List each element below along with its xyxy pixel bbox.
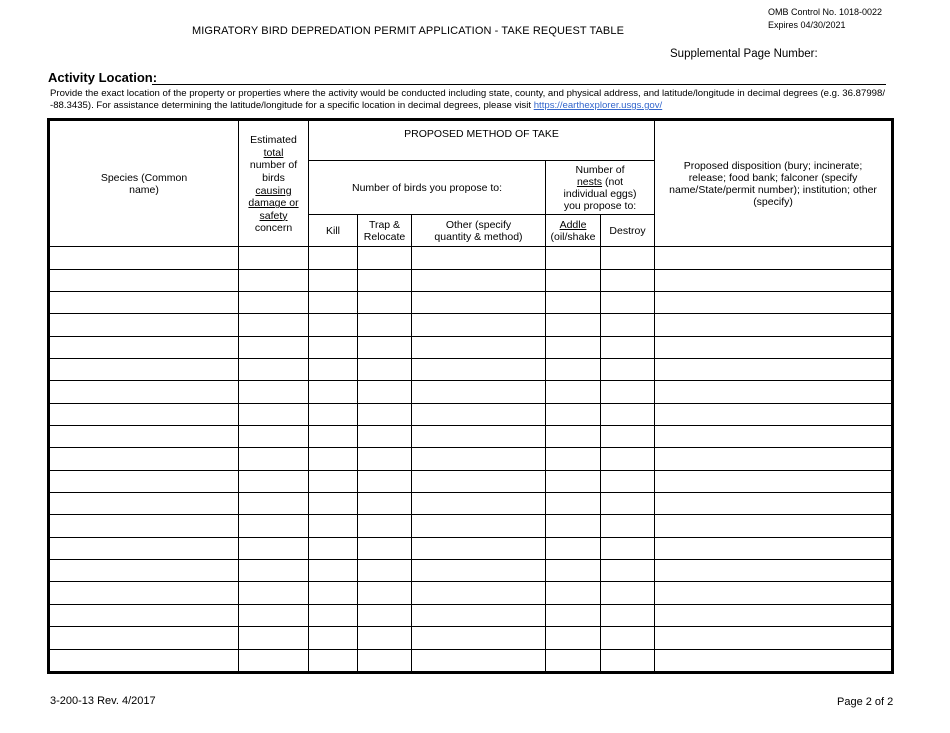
disposition-cell[interactable] [655,515,893,537]
disposition-cell[interactable] [655,336,893,358]
table-row [49,292,893,314]
destroy-cell[interactable] [601,537,655,559]
species-cell[interactable] [49,381,239,403]
estimated-cell[interactable] [239,314,309,336]
disposition-cell[interactable] [655,292,893,314]
addle-cell[interactable] [546,537,601,559]
species-cell[interactable] [49,627,239,649]
other-method-cell[interactable] [412,582,546,604]
kill-cell[interactable] [309,493,358,515]
table-row [49,403,893,425]
trap-relocate-cell[interactable] [358,247,412,269]
other-method-cell[interactable] [412,403,546,425]
species-cell[interactable] [49,493,239,515]
other-method-cell[interactable] [412,470,546,492]
other-method-cell[interactable] [412,314,546,336]
estimated-cell[interactable] [239,292,309,314]
addle-cell[interactable] [546,582,601,604]
addle-cell[interactable] [546,470,601,492]
table-row [49,470,893,492]
disposition-cell[interactable] [655,314,893,336]
destroy-cell[interactable] [601,604,655,626]
proposed-disposition-header: Proposed disposition (bury; incinerate; release; food bank; falconer (specify name/State/permit number); institution; other (specify) [655,120,893,247]
species-cell[interactable] [49,314,239,336]
activity-location-input-line[interactable] [152,84,886,85]
trap-relocate-cell[interactable] [358,537,412,559]
species-cell[interactable] [49,292,239,314]
destroy-cell[interactable] [601,336,655,358]
kill-cell[interactable] [309,604,358,626]
disposition-cell[interactable] [655,493,893,515]
addle-cell[interactable] [546,381,601,403]
destroy-cell[interactable] [601,269,655,291]
other-method-cell[interactable] [412,493,546,515]
table-row [49,582,893,604]
kill-cell[interactable] [309,403,358,425]
kill-cell[interactable] [309,269,358,291]
kill-cell[interactable] [309,515,358,537]
addle-cell[interactable] [546,336,601,358]
disposition-cell[interactable] [655,359,893,381]
trap-relocate-cell[interactable] [358,269,412,291]
disposition-cell[interactable] [655,470,893,492]
estimated-cell[interactable] [239,359,309,381]
disposition-cell[interactable] [655,448,893,470]
kill-header: Kill [309,215,358,247]
species-cell[interactable] [49,470,239,492]
disposition-cell[interactable] [655,604,893,626]
trap-relocate-cell[interactable] [358,470,412,492]
destroy-cell[interactable] [601,359,655,381]
disposition-cell[interactable] [655,537,893,559]
species-cell[interactable] [49,604,239,626]
kill-cell[interactable] [309,560,358,582]
other-method-cell[interactable] [412,515,546,537]
other-method-cell[interactable] [412,269,546,291]
trap-relocate-cell[interactable] [358,359,412,381]
kill-cell[interactable] [309,247,358,269]
addle-cell[interactable] [546,359,601,381]
destroy-cell[interactable] [601,627,655,649]
other-method-cell[interactable] [412,381,546,403]
trap-relocate-header: Trap & Relocate [358,215,412,247]
trap-relocate-cell[interactable] [358,336,412,358]
addle-cell[interactable] [546,493,601,515]
species-cell[interactable] [49,359,239,381]
addle-header: Addle (oil/shake [546,215,601,247]
trap-relocate-cell[interactable] [358,426,412,448]
trap-relocate-cell[interactable] [358,448,412,470]
destroy-cell[interactable] [601,448,655,470]
table-row [49,493,893,515]
destroy-cell[interactable] [601,292,655,314]
species-cell[interactable] [49,537,239,559]
estimated-cell[interactable] [239,515,309,537]
table-row [49,381,893,403]
kill-cell[interactable] [309,292,358,314]
trap-relocate-cell[interactable] [358,627,412,649]
destroy-cell[interactable] [601,493,655,515]
table-row [49,515,893,537]
estimated-cell[interactable] [239,560,309,582]
other-method-cell[interactable] [412,448,546,470]
table-row [49,627,893,649]
species-header: Species (Common name) [49,120,239,247]
species-cell[interactable] [49,515,239,537]
trap-relocate-cell[interactable] [358,515,412,537]
kill-cell[interactable] [309,426,358,448]
addle-cell[interactable] [546,292,601,314]
other-method-cell[interactable] [412,604,546,626]
estimated-number-header: Estimated total number of birds causing damage or safety concern [239,120,309,247]
estimated-cell[interactable] [239,448,309,470]
kill-cell[interactable] [309,448,358,470]
species-cell[interactable] [49,269,239,291]
addle-cell[interactable] [546,314,601,336]
destroy-cell[interactable] [601,649,655,673]
species-cell[interactable] [49,448,239,470]
disposition-cell[interactable] [655,582,893,604]
trap-relocate-cell[interactable] [358,314,412,336]
earthexplorer-link[interactable]: https://earthexplorer.usgs.gov/ [533,100,663,111]
estimated-cell[interactable] [239,470,309,492]
species-cell[interactable] [49,336,239,358]
expiration-date: Expires 04/30/2021 [768,20,846,30]
estimated-cell[interactable] [239,649,309,673]
addle-cell[interactable] [546,426,601,448]
table-row [49,426,893,448]
destroy-cell[interactable] [601,314,655,336]
other-method-header: Other (specify quantity & method) [412,215,546,247]
other-method-cell[interactable] [412,649,546,673]
estimated-cell[interactable] [239,582,309,604]
species-cell[interactable] [49,560,239,582]
addle-cell[interactable] [546,403,601,425]
trap-relocate-cell[interactable] [358,582,412,604]
take-request-table [47,118,894,674]
species-cell[interactable] [49,403,239,425]
species-cell[interactable] [49,426,239,448]
form-title: MIGRATORY BIRD DEPREDATION PERMIT APPLICATION - TAKE REQUEST TABLE [192,25,625,37]
form-number: 3-200-13 Rev. 4/2017 [50,695,156,707]
omb-control-number: OMB Control No. 1018-0022 [768,7,883,17]
destroy-cell[interactable] [601,247,655,269]
trap-relocate-cell[interactable] [358,493,412,515]
destroy-cell[interactable] [601,515,655,537]
other-method-cell[interactable] [412,426,546,448]
table-row [49,537,893,559]
destroy-cell[interactable] [601,560,655,582]
birds-propose-header: Number of birds you propose to: [309,161,546,215]
disposition-cell[interactable] [655,426,893,448]
other-method-cell[interactable] [412,292,546,314]
destroy-header: Destroy [601,215,655,247]
page-number: Page 2 of 2 [837,696,894,708]
species-cell[interactable] [49,649,239,673]
table-row [49,247,893,269]
kill-cell[interactable] [309,649,358,673]
disposition-cell[interactable] [655,247,893,269]
other-method-cell[interactable] [412,336,546,358]
disposition-cell[interactable] [655,403,893,425]
activity-location-label: Activity Location: [48,70,158,85]
disposition-cell[interactable] [655,627,893,649]
instruction-text: Provide the exact location of the property or properties where the activity would be conducted including state, county, and physical address, and latitude/longitude in decimal degrees (e.g. 36.87998/ -88.3435). For assistance determining the latitude/longitude for a specific location in decimal degrees, please visit [50,88,885,111]
supplemental-page-number-label: Supplemental Page Number: [670,48,818,60]
estimated-cell[interactable] [239,381,309,403]
table-row [49,604,893,626]
table-row [49,649,893,673]
estimated-cell[interactable] [239,426,309,448]
proposed-method-header: PROPOSED METHOD OF TAKE [309,120,655,161]
trap-relocate-cell[interactable] [358,381,412,403]
activity-location-instructions [50,88,890,112]
other-method-cell[interactable] [412,359,546,381]
kill-cell[interactable] [309,582,358,604]
estimated-cell[interactable] [239,627,309,649]
trap-relocate-cell[interactable] [358,292,412,314]
disposition-cell[interactable] [655,269,893,291]
kill-cell[interactable] [309,470,358,492]
kill-cell[interactable] [309,537,358,559]
destroy-cell[interactable] [601,403,655,425]
kill-cell[interactable] [309,381,358,403]
destroy-cell[interactable] [601,426,655,448]
kill-cell[interactable] [309,314,358,336]
estimated-cell[interactable] [239,493,309,515]
disposition-cell[interactable] [655,649,893,673]
trap-relocate-cell[interactable] [358,560,412,582]
other-method-cell[interactable] [412,537,546,559]
destroy-cell[interactable] [601,381,655,403]
estimated-cell[interactable] [239,403,309,425]
addle-cell[interactable] [546,604,601,626]
trap-relocate-cell[interactable] [358,604,412,626]
addle-cell[interactable] [546,247,601,269]
addle-cell[interactable] [546,560,601,582]
addle-cell[interactable] [546,515,601,537]
kill-cell[interactable] [309,359,358,381]
other-method-cell[interactable] [412,560,546,582]
addle-cell[interactable] [546,649,601,673]
other-method-cell[interactable] [412,247,546,269]
addle-cell[interactable] [546,448,601,470]
estimated-cell[interactable] [239,336,309,358]
other-method-cell[interactable] [412,627,546,649]
addle-cell[interactable] [546,627,601,649]
estimated-cell[interactable] [239,537,309,559]
estimated-cell[interactable] [239,247,309,269]
table-row [49,359,893,381]
table-row [49,269,893,291]
kill-cell[interactable] [309,627,358,649]
disposition-cell[interactable] [655,381,893,403]
table-row [49,336,893,358]
species-cell[interactable] [49,247,239,269]
estimated-cell[interactable] [239,269,309,291]
species-cell[interactable] [49,582,239,604]
table-row [49,314,893,336]
trap-relocate-cell[interactable] [358,649,412,673]
destroy-cell[interactable] [601,582,655,604]
nests-propose-header: Number of nests (not individual eggs) you propose to: [546,161,655,215]
addle-cell[interactable] [546,269,601,291]
disposition-cell[interactable] [655,560,893,582]
estimated-cell[interactable] [239,604,309,626]
kill-cell[interactable] [309,336,358,358]
table-row [49,448,893,470]
omb-block [768,6,882,32]
destroy-cell[interactable] [601,470,655,492]
table-row [49,560,893,582]
trap-relocate-cell[interactable] [358,403,412,425]
